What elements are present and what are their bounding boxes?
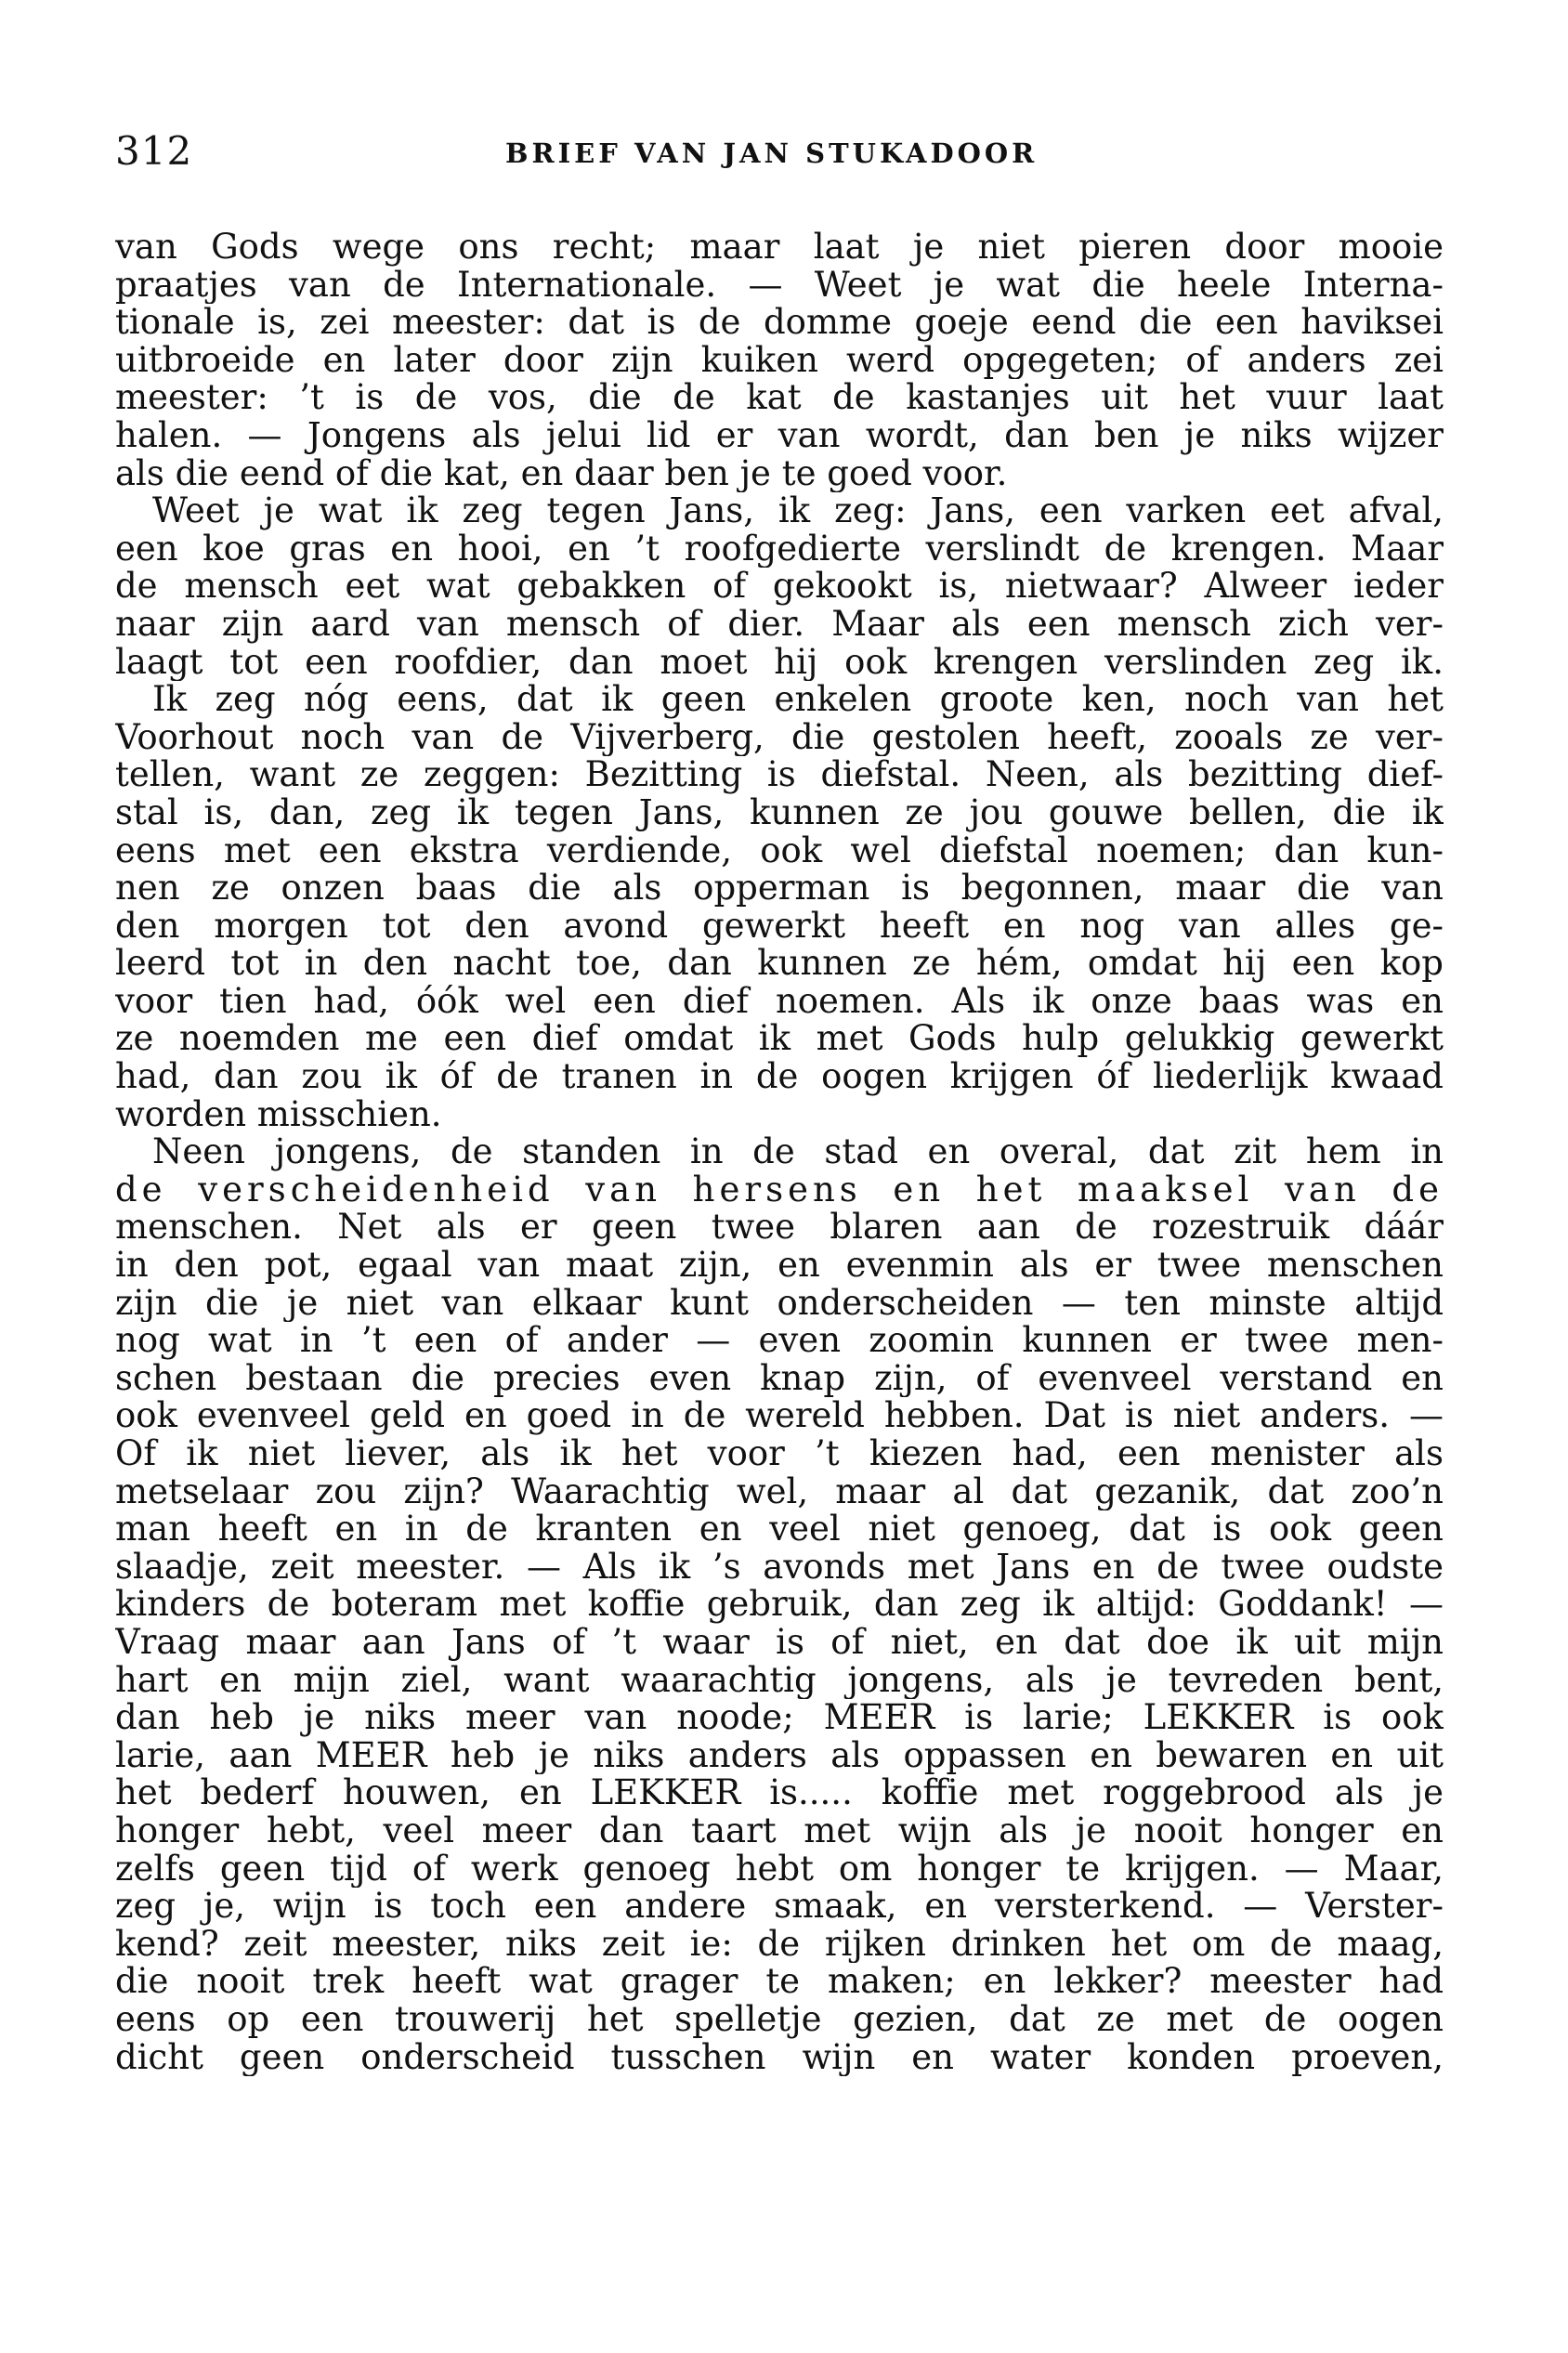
text-line: dicht geen onderscheid tusschen wijn en water konden proeven, — [115, 2038, 1444, 2077]
text-line: kend? zeit meester, niks zeit ie: de rijken drinken het om de maag, — [115, 1925, 1444, 1964]
text-line: hart en mijn ziel, want waarachtig jongens, als je tevreden bent, — [115, 1661, 1444, 1700]
text-line: als die eend of die kat, en daar ben je te goed voor. — [115, 454, 1008, 493]
text-line: tionale is, zei meester: dat is de domme goeje eend die een haviksei — [115, 304, 1444, 342]
text-line: man heeft en in de kranten en veel niet genoeg, dat is ook geen — [115, 1510, 1444, 1549]
text-line: slaadje, zeit meester. — Als ik ’s avonds met Jans en de twee oudste — [115, 1548, 1444, 1587]
text-line: halen. — Jongens als jelui lid er van wordt, dan ben je niks wijzer — [115, 416, 1444, 455]
text-line: Voorhout noch van de Vijverberg, die gestolen heeft, zooals ze ver- — [115, 718, 1444, 757]
text-line: Of ik niet liever, als ik het voor ’t kiezen had, een menister als — [115, 1435, 1444, 1473]
text-line: Ik zeg nóg eens, dat ik geen enkelen groote ken, noch van het — [152, 681, 1444, 719]
text-line: het bederf houwen, en LEKKER is..... koffie met roggebrood als je — [115, 1774, 1444, 1812]
page-number: 312 — [115, 128, 193, 174]
text-line: uitbroeide en later door zijn kuiken werd opgegeten; of anders zei — [115, 341, 1444, 380]
text-line: dan heb je niks meer van noode; MEER is larie; LEKKER is ook — [115, 1699, 1444, 1737]
text-line: ze noemden me een dief omdat ik met Gods hulp gelukkig gewerkt — [115, 1020, 1444, 1059]
text-line: de verscheidenheid van hersens en het maaksel van de — [115, 1170, 1444, 1209]
text-line: eens met een ekstra verdiende, ook wel diefstal noemen; dan kun- — [115, 831, 1444, 870]
text-line: leerd tot in den nacht toe, dan kunnen ze hém, omdat hij een kop — [115, 945, 1444, 983]
text-line: larie, aan MEER heb je niks anders als oppassen en bewaren en uit — [115, 1736, 1444, 1775]
text-line: laagt tot een roofdier, dan moet hij ook krengen verslinden zeg ik. — [115, 643, 1444, 682]
text-line: Weet je wat ik zeg tegen Jans, ik zeg: Jans, een varken eet afval, — [152, 492, 1444, 530]
text-line: de mensch eet wat gebakken of gekookt is, nietwaar? Alweer ieder — [115, 568, 1444, 606]
text-line: zijn die je niet van elkaar kunt onderscheiden — ten minste altijd — [115, 1284, 1444, 1323]
text-line: zelfs geen tijd of werk genoeg hebt om honger te krijgen. — Maar, — [115, 1850, 1444, 1889]
text-line: had, dan zou ik óf de tranen in de oogen krijgen óf liederlijk kwaad — [115, 1058, 1444, 1096]
text-line: Neen jongens, de standen in de stad en overal, dat zit hem in — [152, 1133, 1444, 1171]
text-line: tellen, want ze zeggen: Bezitting is diefstal. Neen, als bezitting dief- — [115, 756, 1444, 794]
text-line: nog wat in ’t een of ander — even zoomin kunnen er twee men- — [115, 1322, 1444, 1360]
text-line: praatjes van de Internationale. — Weet je wat die heele Interna- — [115, 266, 1444, 305]
text-line: in den pot, egaal van maat zijn, en evenmin als er twee menschen — [115, 1247, 1444, 1285]
text-line: van Gods wege ons recht; maar laat je niet pieren door mooie — [115, 229, 1444, 267]
running-head: BRIEF VAN JAN STUKADOOR — [505, 137, 1039, 169]
text-line: naar zijn aard van mensch of dier. Maar als een mensch zich ver- — [115, 605, 1444, 644]
text-line: een koe gras en hooi, en ’t roofgedierte verslindt de krengen. Maar — [115, 529, 1444, 569]
text-line: die nooit trek heeft wat grager te maken; en lekker? meester had — [115, 1963, 1444, 2001]
text-line: Vraag maar aan Jans of ’t waar is of niet, en dat doe ik uit mijn — [115, 1623, 1444, 1662]
page-header — [115, 128, 1444, 184]
text-line: metselaar zou zijn? Waarachtig wel, maar al dat gezanik, dat zoo’n — [115, 1472, 1444, 1511]
text-line: honger hebt, veel meer dan taart met wijn als je nooit honger en — [115, 1811, 1444, 1850]
text-line: ook evenveel geld en goed in de wereld hebben. Dat is niet anders. — — [115, 1397, 1444, 1435]
text-line: meester: ’t is de vos, die de kat de kastanjes uit het vuur laat — [115, 379, 1444, 417]
text-line: stal is, dan, zeg ik tegen Jans, kunnen ze jou gouwe bellen, die ik — [115, 793, 1444, 832]
body-text — [115, 229, 1444, 2076]
text-line: den morgen tot den avond gewerkt heeft en nog van alles ge- — [115, 907, 1444, 946]
text-line: voor tien had, óók wel een dief noemen. Als ik onze baas was en — [115, 982, 1444, 1021]
text-line: nen ze onzen baas die als opperman is begonnen, maar die van — [115, 869, 1444, 908]
text-line: kinders de boteram met koffie gebruik, dan zeg ik altijd: Goddank! — — [115, 1586, 1444, 1624]
text-line: schen bestaan die precies even knap zijn, of evenveel verstand en — [115, 1359, 1444, 1398]
text-line: zeg je, wijn is toch een andere smaak, en versterkend. — Verster- — [115, 1888, 1444, 1926]
text-line: menschen. Net als er geen twee blaren aan de rozestruik dáár — [115, 1209, 1444, 1248]
text-line: worden misschien. — [115, 1095, 442, 1134]
text-line: eens op een trouwerij het spelletje gezien, dat ze met de oogen — [115, 2000, 1444, 2039]
